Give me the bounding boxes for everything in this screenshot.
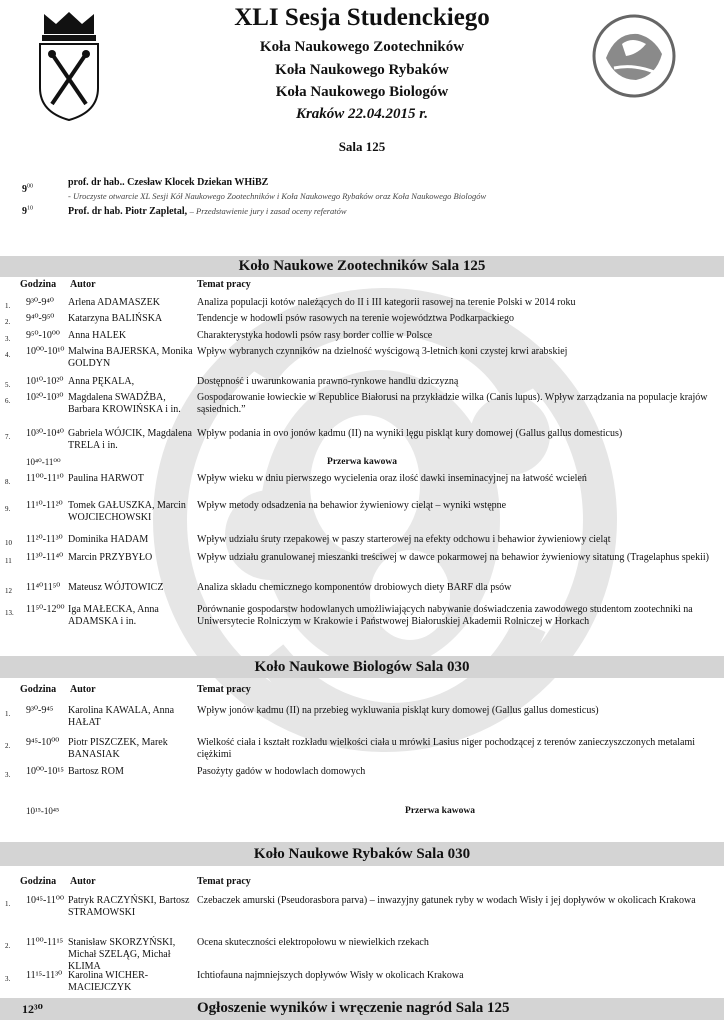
row-number: 9. (5, 505, 11, 513)
row-number: 7. (5, 433, 11, 441)
col-header-author: Autor (70, 684, 96, 695)
row-number: 13. (5, 609, 14, 617)
row-author: Iga MAŁECKA, Anna ADAMSKA i in. (68, 604, 159, 627)
row-topic: Wpływ metody odsadzenia na behawior żywieniowy cieląt – wyniki wstępne (197, 500, 507, 511)
section-title-rybacy: Koło Naukowe Rybaków Sala 030 (0, 842, 724, 866)
row-topic: Wpływ podania in ovo jonów kadmu (II) na wyniki lęgu piskląt kury domowej (Gallus gallus domesticus) (197, 428, 623, 439)
row-topic: Analiza składu chemicznego komponentów drobiowych diety BARF dla psów (197, 582, 512, 593)
row-number: 4. (5, 351, 11, 359)
section-title-zootechnicy: Koło Naukowe Zootechników Sala 125 (0, 256, 724, 277)
row-topic: Charakterystyka hodowli psów rasy border collie w Polsce (197, 330, 433, 341)
row-number: 3. (5, 335, 11, 343)
row-number: 10 (5, 539, 12, 547)
row-time: 10⁰⁰-10¹⁰ (26, 346, 65, 357)
intro-speaker-1: prof. dr hab.. Czesław Klocek Dziekan WHiBZ (68, 177, 269, 188)
row-time: 9³⁰-9⁴⁰ (26, 297, 54, 308)
closing-time: 12³⁰ (22, 1002, 43, 1016)
row-time: 11⁴⁰11⁵⁰ (26, 582, 61, 593)
row-time: 11¹⁰-11²⁰ (26, 500, 63, 511)
row-topic: Tendencje w hodowli psów rasowych na terenie województwa Podkarpackiego (197, 313, 514, 324)
row-topic: Ichtiofauna najmniejszych dopływów Wisły w okolicach Krakowa (197, 970, 464, 981)
row-time: 9⁴⁰-9⁵⁰ (26, 313, 55, 324)
row-author: Paulina HARWOT (68, 473, 144, 484)
event-room: Sala 125 (338, 139, 386, 154)
row-author: Karolina KAWALA, Anna HAŁAT (68, 705, 175, 728)
row-author: Mateusz WÓJTOWICZ (68, 582, 164, 593)
row-time: 11⁰⁰-11¹⁵ (26, 937, 64, 948)
row-number: 2. (5, 318, 11, 326)
row-author: Stanisław SKORZYŃSKI, Michał SZELĄG, Michał KLIMA (68, 937, 176, 972)
event-date: Kraków 22.04.2015 r. (295, 106, 429, 122)
row-number: 3. (5, 975, 11, 983)
row-topic: Dostępność i uwarunkowania prawno-rynkowe handlu dziczyzną (197, 376, 459, 387)
row-author: Karolina WICHER-MACIEJCZYK (68, 970, 149, 993)
row-author: Katarzyna BALIŃSKA (68, 313, 163, 324)
row-topic: Gospodarowanie łowieckie w Republice Białorusi na przykładzie wilka (Canis lupus). Wpływ zarządzania na populacje krajów sąsiednich.” (197, 392, 708, 415)
row-author: Piotr PISZCZEK, Marek BANASIAK (68, 737, 168, 760)
row-topic: Wpływ udziału śruty rzepakowej w paszy starterowej na efekty odchowu i behawior żywieniowy cieląt (197, 534, 611, 545)
col-header-time: Godzina (20, 876, 57, 887)
row-author: Gabriela WÓJCIK, Magdalena TRELA i in. (68, 428, 192, 451)
row-time: 9⁵⁰-10⁰⁰ (26, 330, 60, 341)
row-topic: Wpływ wieku w dniu pierwszego wycielenia oraz ilość dawki inseminacyjnej na łatwość wcieleń (197, 473, 587, 484)
col-header-topic: Temat pracy (197, 876, 251, 887)
row-time: 10⁰⁰-10¹⁵ (26, 766, 64, 777)
row-author: Dominika HADAM (68, 534, 149, 545)
row-topic: Wpływ udziału granulowanej mieszanki treściwej w dawce pokarmowej na behawior żywieniowy sitatung (Tragelaphus spekii) (197, 552, 709, 563)
row-time: 10³⁰-10⁴⁰ (26, 428, 64, 439)
col-header-topic: Temat pracy (197, 279, 251, 290)
row-author: Malwina BAJERSKA, Monika GOLDYN (68, 346, 193, 369)
subtitle-biolodzy: Koła Naukowego Biologów (275, 84, 449, 100)
row-time: 10²⁰-10³⁰ (26, 392, 64, 403)
row-time: 10¹⁵-10⁴⁵ (26, 806, 60, 816)
row-author: Patryk RACZYŃSKI, Bartosz STRAMOWSKI (68, 895, 190, 918)
col-header-topic: Temat pracy (197, 684, 251, 695)
row-time: 11⁰⁰-11¹⁰ (26, 473, 64, 484)
row-number: 3. (5, 771, 11, 779)
row-number: 1. (5, 900, 11, 908)
col-header-author: Autor (70, 876, 96, 887)
row-number: 8. (5, 478, 11, 486)
row-time: 10¹⁰-10²⁰ (26, 376, 64, 387)
row-number: 5. (5, 381, 11, 389)
subtitle-zootechnicy: Koła Naukowego Zootechników (259, 39, 465, 55)
col-header-author: Autor (70, 279, 96, 290)
row-topic: Analiza populacji kotów należących do II i III kategorii rasowej na terenie Polski w 2014 roku (197, 297, 576, 308)
row-number: 12 (5, 587, 12, 595)
row-number: 11 (5, 557, 12, 565)
section-title-biolodzy: Koło Naukowe Biologów Sala 030 (0, 656, 724, 678)
row-author: Bartosz ROM (68, 766, 124, 777)
row-time: 10⁴⁰-11⁰⁰ (26, 457, 61, 467)
row-topic: Wielkość ciała i kształt rozkładu wielkości ciała u mrówki Lasius niger pochodzącej z terenów zanieczyszczonych metalami ciężkimi (197, 737, 696, 760)
row-number: 1. (5, 710, 11, 718)
intro-desc-1: - Uroczyste otwarcie XL Sesji Kół Naukowego Zootechników i Koła Naukowego Rybaków oraz Koła Naukowego Biologów (68, 191, 487, 201)
intro-time-2: $9^{10}$ (22, 205, 33, 217)
row-topic: Porównanie gospodarstw hodowlanych umożliwiających nabywanie doświadczenia zawodowego studentom zootechniki na Uniwersytecie Rolniczym w Krakowie i Państwowej Białoruskiej Akademii Rolniczej w Horkach (197, 604, 693, 627)
intro-speaker-2: Prof. dr hab. Piotr Zapletal, – Przedstawienie jury i zasad oceny referatów (68, 206, 347, 217)
row-time: 11²⁰-11³⁰ (26, 534, 63, 545)
row-author: Magdalena SWADŹBA, Barbara KROWIŃSKA i in. (68, 392, 181, 415)
row-time: 10⁴⁵-11⁰⁰ (26, 895, 64, 906)
row-topic: Wpływ jonów kadmu (II) na przebieg wykluwania piskląt kury domowej (Gallus gallus domesticus) (197, 705, 599, 716)
break-label: Przerwa kawowa (405, 806, 475, 816)
row-topic: Pasożyty gadów w hodowlach domowych (197, 766, 366, 777)
row-time: 11⁵⁰-12⁰⁰ (26, 604, 65, 615)
col-header-time: Godzina (20, 684, 57, 695)
row-number: 6. (5, 397, 11, 405)
row-topic: Ocena skuteczności elektropołowu w niewielkich rzekach (197, 937, 429, 948)
row-time: 11¹⁵-11³⁰ (26, 970, 63, 981)
row-time: 9⁴⁵-10⁰⁰ (26, 737, 60, 748)
intro-time-1: $9^{00}$ (22, 183, 33, 195)
row-topic: Czebaczek amurski (Pseudorasbora parva) – inwazyjny gatunek ryby w wodach Wisły i jej dopływów w okolicach Krakowa (197, 895, 696, 906)
row-author: Arlena ADAMASZEK (68, 297, 160, 308)
row-author: Marcin PRZYBYŁO (68, 552, 153, 563)
row-number: 2. (5, 942, 11, 950)
break-label: Przerwa kawowa (327, 457, 397, 467)
page-title: XLI Sesja Studenckiego (234, 4, 490, 31)
row-time: 9³⁰-9⁴⁵ (26, 705, 54, 716)
closing-text: Ogłoszenie wyników i wręczenie nagród Sala 125 (197, 1000, 510, 1016)
row-number: 2. (5, 742, 11, 750)
col-header-time: Godzina (20, 279, 57, 290)
row-topic: Wpływ wybranych czynników na dzielność wyścigową 3-letnich koni czystej krwi arabskiej (197, 346, 568, 357)
subtitle-rybacy: Koła Naukowego Rybaków (275, 62, 449, 78)
row-author: Anna HALEK (68, 330, 127, 341)
row-time: 11³⁰-11⁴⁰ (26, 552, 64, 563)
row-author: Anna PĘKALA, (68, 376, 135, 387)
row-author: Tomek GAŁUSZKA, Marcin WOJCIECHOWSKI (68, 500, 186, 523)
row-number: 1. (5, 302, 11, 310)
